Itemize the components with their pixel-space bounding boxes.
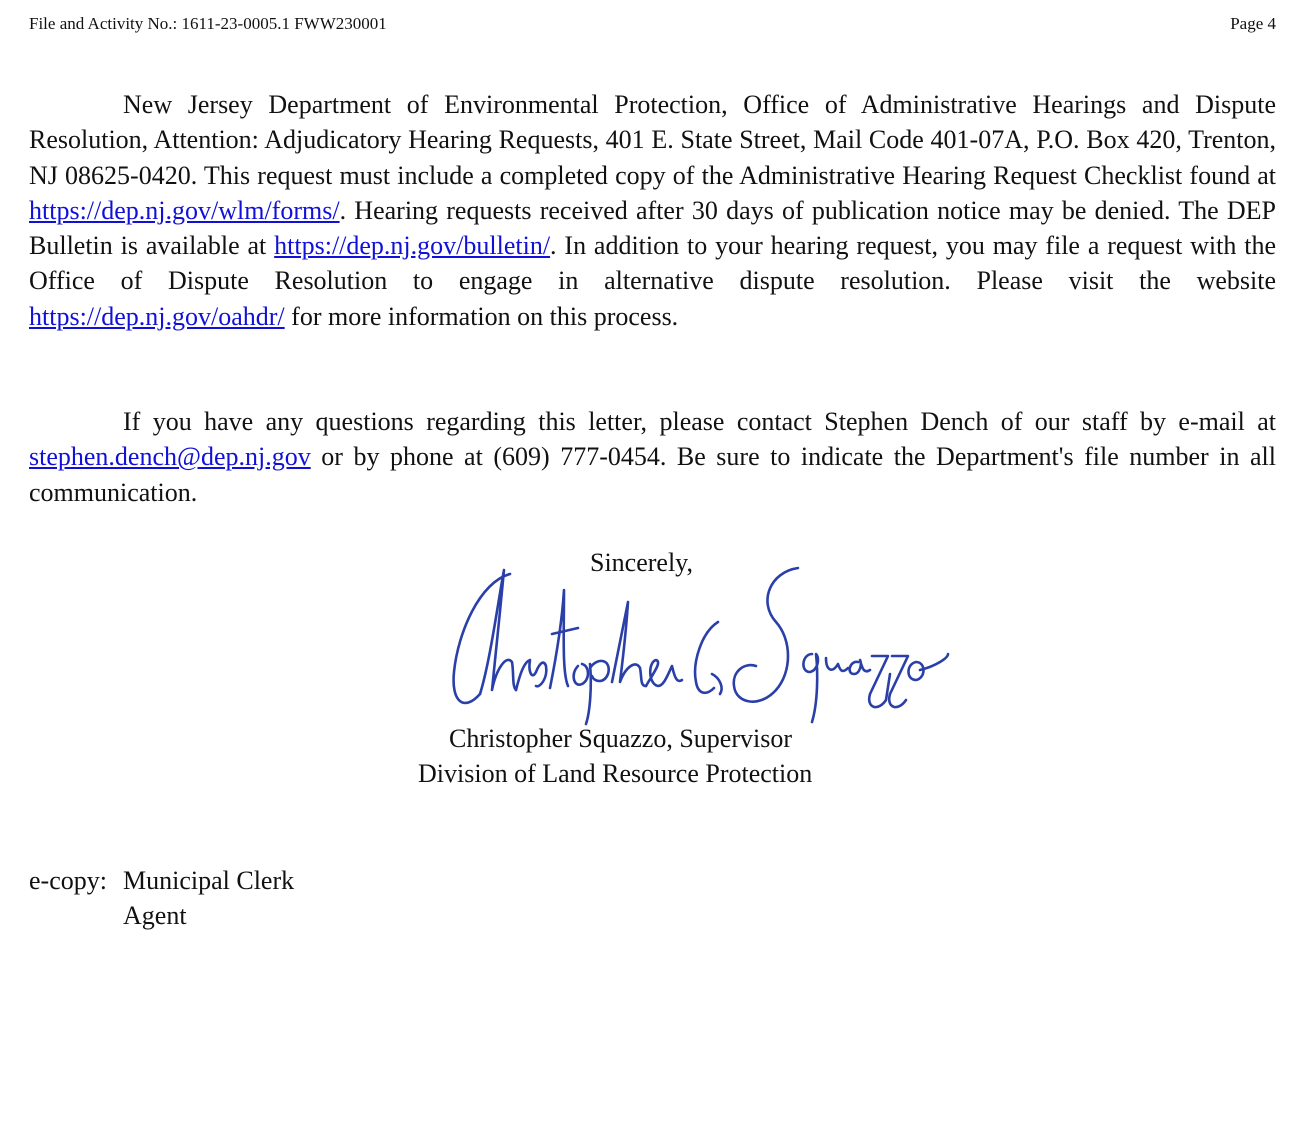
paragraph-text: . In addition to your hearing request, you may file a request with the Office of Dispute Resolution to engage in alternative dispute resolution. Please visit the website (29, 231, 1277, 296)
signer-division: Division of Land Resource Protection (418, 759, 813, 788)
paragraph-text: . Hearing requests received after 30 days of publication notice may be denied. The DEP Bulletin is available at (29, 195, 1276, 261)
file-activity-number: File and Activity No.: 1611-23-0005.1 FWW230001 (29, 14, 387, 33)
email-link[interactable]: stephen.dench@dep.nj.gov (29, 442, 311, 472)
signer-name-title: Christopher Squazzo, Supervisor (449, 724, 793, 753)
ecopy-label: e-copy: (29, 866, 107, 895)
page-number: Page 4 (1230, 14, 1276, 33)
paragraph-hearing-request (29, 87, 1276, 334)
oahdr-link[interactable]: https://dep.nj.gov/oahdr/ (29, 301, 285, 331)
paragraph-text: for more information on this process. (284, 301, 679, 331)
forms-link[interactable]: https://dep.nj.gov/wlm/forms/ (29, 195, 340, 225)
paragraph-contact (29, 404, 1276, 510)
handwritten-signature (440, 562, 950, 727)
bulletin-link[interactable]: https://dep.nj.gov/bulletin/ (274, 231, 551, 261)
closing-salutation: Sincerely, (590, 548, 693, 577)
page-header (29, 12, 1276, 36)
paragraph-text: New Jersey Department of Environmental Protection, Office of Administrative Hearings and Dispute Resolution, Attention: Adjudicatory Hearing Requests, 401 E. State Street, Mail Code 401-07A, P.O. Box 420, Trenton, NJ 08625-0420. This request must include a completed copy of the Administrative Hearing Request Checklist found at (29, 90, 1276, 190)
ecopy-recipients (123, 863, 294, 933)
paragraph-text: or by phone at (609) 777-0454. Be sure to indicate the Department's file number in all communication. (29, 442, 1276, 507)
ecopy-recipient: Municipal Clerk (123, 866, 295, 895)
paragraph-text: If you have any questions regarding this letter, please contact Stephen Dench of our staff by e-mail at (123, 407, 1276, 436)
ecopy-recipient: Agent (123, 901, 187, 930)
